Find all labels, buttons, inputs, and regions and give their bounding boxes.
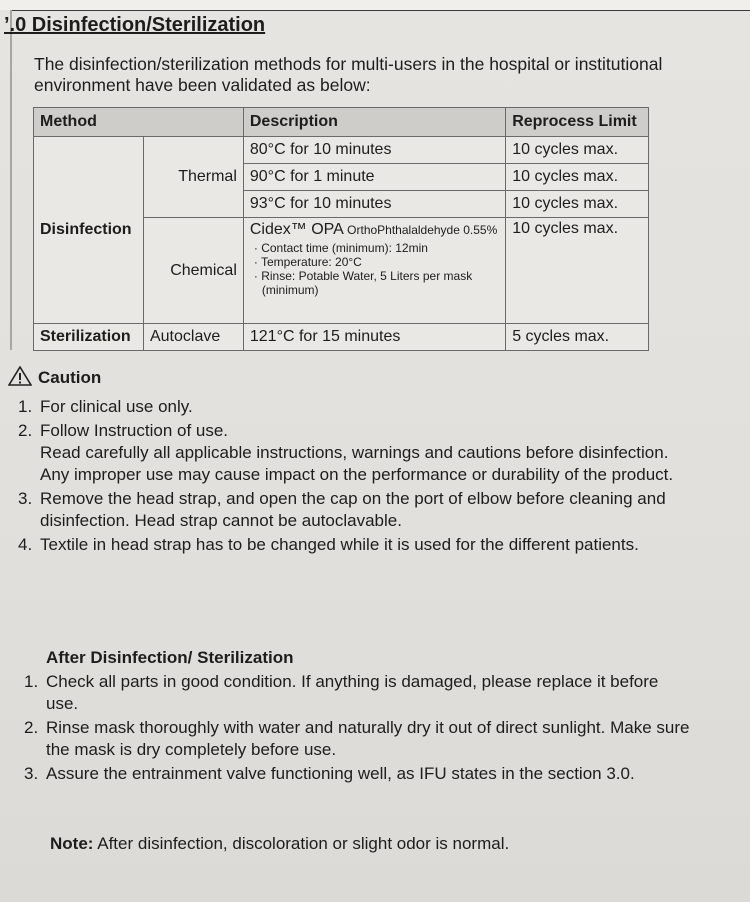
chemical-bullet: · Rinse: Potable Water, 5 Liters per mask (minimum) bbox=[253, 269, 473, 297]
limit-cell: 10 cycles max. bbox=[506, 164, 649, 191]
limit-cell: 10 cycles max. bbox=[506, 137, 649, 164]
description-cell: 90°C for 1 minute bbox=[243, 164, 505, 191]
note-line bbox=[50, 834, 509, 854]
chemical-name-detail: OrthoPhthalaldehyde 0.55% bbox=[343, 223, 498, 237]
section-title: ’.0 Disinfection/Sterilization bbox=[4, 14, 266, 36]
type-chemical: Chemical bbox=[143, 218, 243, 324]
caution-title: Caution bbox=[38, 368, 102, 387]
header-description: Description bbox=[243, 108, 505, 137]
note-text: After disinfection, discoloration or slight odor is normal. bbox=[93, 834, 510, 853]
note-label: Note: bbox=[50, 834, 94, 853]
type-thermal: Thermal bbox=[143, 137, 243, 218]
description-cell: 121°C for 15 minutes bbox=[243, 324, 505, 351]
limit-cell: 10 cycles max. bbox=[506, 191, 649, 218]
list-item: 2. Rinse mask thoroughly with water and naturally dry it out of direct sunlight. Make sure the mask is dry completely before use. bbox=[24, 718, 690, 759]
limit-cell: 10 cycles max. bbox=[506, 218, 649, 324]
chemical-bullet: · Contact time (minimum): 12min bbox=[253, 241, 428, 255]
header-reprocess-limit: Reprocess Limit bbox=[506, 108, 649, 137]
warning-triangle-icon bbox=[8, 366, 32, 386]
header-method: Method bbox=[34, 108, 244, 137]
page-top-margin bbox=[0, 0, 750, 10]
chemical-name: Cidex™ OPA bbox=[249, 221, 344, 238]
list-item: 1. For clinical use only. bbox=[18, 397, 193, 416]
reprocess-table bbox=[33, 107, 649, 351]
caution-list bbox=[18, 396, 688, 558]
list-item: 3. Assure the entrainment valve functioning well, as IFU states in the section 3.0. bbox=[24, 764, 635, 783]
description-cell: 80°C for 10 minutes bbox=[243, 137, 505, 164]
after-list bbox=[24, 671, 694, 787]
after-heading: After Disinfection/ Sterilization bbox=[46, 648, 294, 667]
limit-cell: 5 cycles max. bbox=[506, 324, 649, 351]
list-item: 3. Remove the head strap, and open the cap on the port of elbow before cleaning and disinfection. Head strap cannot be autoclavable. bbox=[18, 489, 666, 530]
type-autoclave: Autoclave bbox=[143, 324, 243, 351]
list-item-detail: Read carefully all applicable instructions, warnings and cautions before disinfection. Any improper use may cause impact on the performance or durability of the product. bbox=[40, 443, 674, 484]
caution-heading bbox=[8, 366, 101, 388]
table-header-row bbox=[34, 108, 649, 137]
method-sterilization: Sterilization bbox=[34, 324, 144, 351]
list-item: 2. Follow Instruction of use. Read carefully all applicable instructions, warnings and cautions before disinfection. Any improper use may cause impact on the performance or durability of the product. bbox=[18, 420, 688, 486]
chemical-bullet: · Temperature: 20°C bbox=[253, 255, 362, 269]
table-row bbox=[34, 137, 649, 164]
description-cell: 93°C for 10 minutes bbox=[243, 191, 505, 218]
chemical-description bbox=[243, 218, 505, 324]
method-disinfection: Disinfection bbox=[34, 137, 144, 324]
header-rule bbox=[10, 10, 750, 11]
table-row bbox=[34, 324, 649, 351]
page-left-edge bbox=[10, 10, 12, 350]
list-item: 4. Textile in head strap has to be changed while it is used for the different patients. bbox=[18, 535, 639, 554]
intro-paragraph: The disinfection/sterilization methods for multi-users in the hospital or institutional environment have been validated as below: bbox=[34, 54, 663, 95]
list-item: 1. Check all parts in good condition. If anything is damaged, please replace it before use. bbox=[24, 672, 659, 713]
